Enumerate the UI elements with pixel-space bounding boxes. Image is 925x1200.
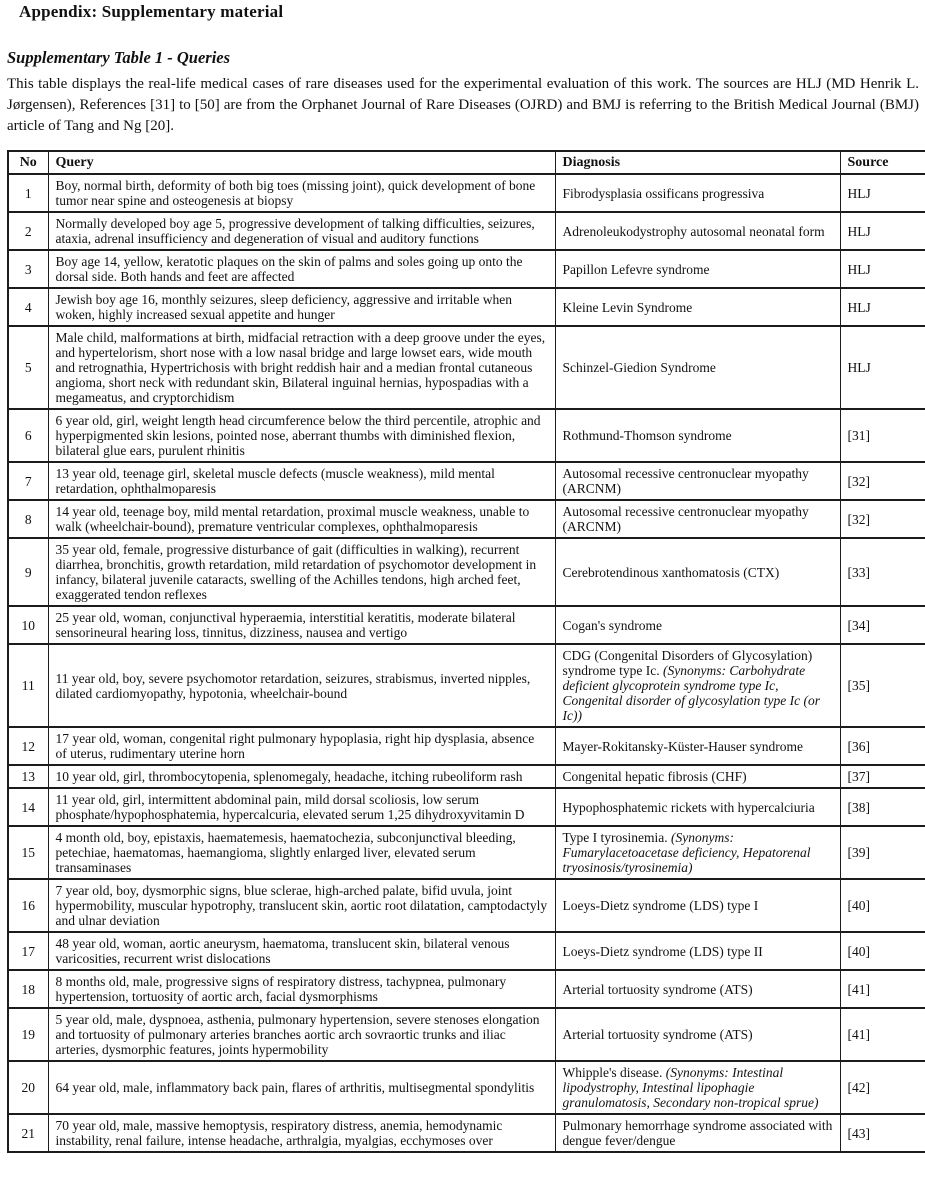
column-header-no: No bbox=[8, 151, 48, 174]
source-text: [35] bbox=[847, 678, 870, 693]
row-number: 6 bbox=[24, 428, 32, 443]
query-cell bbox=[48, 826, 555, 879]
source-text: [33] bbox=[847, 564, 870, 580]
row-number-cell bbox=[8, 212, 48, 250]
source-text: HLJ bbox=[847, 360, 871, 375]
query-cell bbox=[48, 409, 555, 462]
row-number-cell bbox=[8, 326, 48, 409]
source-cell bbox=[840, 727, 925, 765]
row-number: 10 bbox=[21, 617, 35, 633]
query-cell bbox=[48, 462, 555, 500]
source-cell bbox=[840, 409, 925, 462]
query-text: 35 year old, female, progressive disturbance of gait (difficulties in walking), recurrent diarrhea, bronchitis, growth retardation, mild retardation of psychomotor development in infancy, bilateral juvenile cataracts, swelling of the Achilles tendons, high arched feet, exaggerated tendon reflexes bbox=[55, 542, 537, 602]
source-text: [39] bbox=[847, 845, 870, 860]
diagnosis-text: Schinzel-Giedion Syndrome bbox=[562, 360, 716, 375]
table-row bbox=[8, 174, 925, 212]
source-cell bbox=[840, 174, 925, 212]
source-text: [38] bbox=[847, 799, 870, 815]
row-number-cell bbox=[8, 250, 48, 288]
diagnosis-text: Adrenoleukodystrophy autosomal neonatal form bbox=[562, 223, 825, 239]
row-number-cell bbox=[8, 932, 48, 970]
table-header bbox=[8, 151, 925, 174]
row-number: 4 bbox=[24, 299, 32, 315]
source-text: HLJ bbox=[847, 185, 871, 201]
diagnosis-text: Cogan's syndrome bbox=[562, 617, 663, 633]
query-text: 10 year old, girl, thrombocytopenia, splenomegaly, headache, itching rubeoliform rash bbox=[55, 769, 523, 784]
source-cell bbox=[840, 765, 925, 788]
diagnosis-cell bbox=[555, 826, 840, 879]
table-row bbox=[8, 409, 925, 462]
diagnosis-text: Rothmund-Thomson syndrome bbox=[562, 428, 732, 443]
query-cell bbox=[48, 1114, 555, 1152]
table-row bbox=[8, 727, 925, 765]
row-number-cell bbox=[8, 606, 48, 644]
diagnosis-cell bbox=[555, 212, 840, 250]
column-header-source: Source bbox=[840, 151, 925, 174]
diagnosis-cell bbox=[555, 409, 840, 462]
table-row bbox=[8, 462, 925, 500]
diagnosis-synonyms-text: (Synonyms: Fumarylacetoacetase deficiency, Hepatorenal tryosinosis/tyrosinemia) bbox=[562, 830, 811, 875]
query-text: Normally developed boy age 5, progressive development of talking difficulties, seizures, ataxia, adrenal insufficiency and degeneration of visual and auditory functions bbox=[55, 216, 535, 246]
diagnosis-text: Arterial tortuosity syndrome (ATS) bbox=[562, 981, 753, 997]
diagnosis-text: Fibrodysplasia ossificans progressiva bbox=[562, 185, 765, 201]
row-number-cell bbox=[8, 644, 48, 727]
source-text: [31] bbox=[847, 428, 870, 443]
query-cell bbox=[48, 1008, 555, 1061]
diagnosis-cell bbox=[555, 326, 840, 409]
column-header-diagnosis: Diagnosis bbox=[555, 151, 840, 174]
query-text: 64 year old, male, inflammatory back pain, flares of arthritis, multisegmental spondylitis bbox=[55, 1080, 535, 1095]
source-text: [42] bbox=[847, 1080, 870, 1095]
diagnosis-synonyms-text: (Synonyms: Intestinal lipodystrophy, Intestinal lipophagie granulomatosis, Secondary non-tropical sprue) bbox=[562, 1065, 819, 1110]
query-text: 48 year old, woman, aortic aneurysm, haematoma, translucent skin, bilateral venous varicosities, recurrent wrist dislocations bbox=[55, 936, 510, 966]
table-row bbox=[8, 606, 925, 644]
diagnosis-cell bbox=[555, 765, 840, 788]
query-cell bbox=[48, 1061, 555, 1114]
table-body bbox=[8, 174, 925, 1152]
query-cell bbox=[48, 788, 555, 826]
table-row bbox=[8, 879, 925, 932]
table-row bbox=[8, 288, 925, 326]
table-row bbox=[8, 326, 925, 409]
row-number: 11 bbox=[21, 678, 35, 693]
table-row bbox=[8, 500, 925, 538]
queries-table bbox=[7, 150, 925, 1153]
row-number-cell bbox=[8, 788, 48, 826]
table-row bbox=[8, 788, 925, 826]
query-text: 5 year old, male, dyspnoea, asthenia, pulmonary hypertension, severe stenoses elongation and tortuosity of pulmonary arteries branches aortic arch sovraortic trunks and iliac arteries, dysmorphic features, joints hypermobility bbox=[55, 1012, 540, 1057]
query-cell bbox=[48, 538, 555, 606]
row-number: 16 bbox=[21, 898, 35, 913]
diagnosis-text: Cerebrotendinous xanthomatosis (CTX) bbox=[562, 564, 780, 580]
page-title: Appendix: Supplementary material bbox=[19, 2, 284, 21]
row-number: 9 bbox=[24, 564, 32, 580]
source-cell bbox=[840, 1061, 925, 1114]
query-cell bbox=[48, 288, 555, 326]
query-text: 13 year old, teenage girl, skeletal muscle defects (muscle weakness), mild mental retardation, ophthalmoparesis bbox=[55, 466, 495, 496]
row-number-cell bbox=[8, 409, 48, 462]
diagnosis-text: CDG (Congenital Disorders of Glycosylation) syndrome type Ic. bbox=[562, 648, 813, 678]
source-cell bbox=[840, 538, 925, 606]
diagnosis-cell bbox=[555, 250, 840, 288]
source-cell bbox=[840, 644, 925, 727]
table-row bbox=[8, 212, 925, 250]
row-number: 19 bbox=[21, 1027, 35, 1042]
source-text: HLJ bbox=[847, 261, 871, 277]
diagnosis-cell bbox=[555, 500, 840, 538]
diagnosis-text: Type I tyrosinemia. bbox=[562, 830, 668, 845]
diagnosis-text: Autosomal recessive centronuclear myopathy (ARCNM) bbox=[562, 466, 809, 496]
query-text: 6 year old, girl, weight length head circumference below the third percentile, atrophic and hyperpigmented skin lesions, pointed nose, aberrant thumbs with diminished flexion, bilateral glue ears, purulent rhinitis bbox=[55, 413, 541, 458]
query-cell bbox=[48, 644, 555, 727]
row-number: 14 bbox=[21, 799, 35, 815]
diagnosis-cell bbox=[555, 174, 840, 212]
diagnosis-text: Pulmonary hemorrhage syndrome associated with dengue fever/dengue bbox=[562, 1118, 833, 1148]
query-cell bbox=[48, 765, 555, 788]
source-cell bbox=[840, 606, 925, 644]
source-text: [37] bbox=[847, 769, 870, 784]
query-text: 70 year old, male, massive hemoptysis, respiratory distress, anemia, hemodynamic instability, renal failure, intense headache, arthralgia, myalgias, ecchymoses over bbox=[55, 1118, 503, 1148]
source-cell bbox=[840, 288, 925, 326]
source-text: [40] bbox=[847, 943, 870, 959]
table-caption: Supplementary Table 1 - Queries bbox=[7, 48, 231, 67]
row-number: 5 bbox=[24, 360, 32, 375]
diagnosis-cell bbox=[555, 1114, 840, 1152]
query-text: 4 month old, boy, epistaxis, haematemesis, haematochezia, subconjunctival bleeding, petechiae, haematomas, haemangioma, slightly enlarged liver, elevated serum transaminases bbox=[55, 830, 516, 875]
row-number: 18 bbox=[21, 981, 35, 997]
source-text: [32] bbox=[847, 473, 870, 489]
diagnosis-cell bbox=[555, 788, 840, 826]
row-number: 7 bbox=[24, 473, 32, 489]
diagnosis-text: Papillon Lefevre syndrome bbox=[562, 261, 710, 277]
row-number-cell bbox=[8, 826, 48, 879]
row-number-cell bbox=[8, 538, 48, 606]
row-number-cell bbox=[8, 727, 48, 765]
query-cell bbox=[48, 879, 555, 932]
source-cell bbox=[840, 826, 925, 879]
row-number-cell bbox=[8, 765, 48, 788]
source-cell bbox=[840, 932, 925, 970]
row-number: 2 bbox=[24, 223, 32, 239]
source-text: [43] bbox=[847, 1125, 870, 1141]
row-number-cell bbox=[8, 288, 48, 326]
query-text: 17 year old, woman, congenital right pulmonary hypoplasia, right hip dysplasia, absence of uterus, rudimentary uterine horn bbox=[55, 731, 535, 761]
table-row bbox=[8, 250, 925, 288]
source-cell bbox=[840, 212, 925, 250]
table-row bbox=[8, 970, 925, 1008]
row-number: 21 bbox=[21, 1125, 35, 1141]
query-cell bbox=[48, 500, 555, 538]
row-number-cell bbox=[8, 879, 48, 932]
query-text: Boy age 14, yellow, keratotic plaques on the skin of palms and soles going up onto the dorsal side. Both hands and feet are affected bbox=[55, 254, 523, 284]
row-number-cell bbox=[8, 1114, 48, 1152]
diagnosis-text: Arterial tortuosity syndrome (ATS) bbox=[562, 1027, 753, 1042]
query-text: Male child, malformations at birth, midfacial retraction with a deep groove under the eyes, and hypertelorism, short nose with a low nasal bridge and large lowset ears, wide mouth and retrognathia, Hypertrichosis with bright reddish hair and a median frontal cutaneous angioma, short neck with redundant skin, Bilateral inguinal hernias, hypospadias with a megameatus, and cryptorchidism bbox=[55, 330, 546, 405]
query-cell bbox=[48, 212, 555, 250]
source-text: [32] bbox=[847, 511, 870, 527]
query-text: 8 months old, male, progressive signs of respiratory distress, tachypnea, pulmonary hypertension, tortuosity of aortic arch, facial dysmorphisms bbox=[55, 974, 507, 1004]
source-cell bbox=[840, 1008, 925, 1061]
row-number-cell bbox=[8, 462, 48, 500]
source-cell bbox=[840, 500, 925, 538]
query-text: 11 year old, girl, intermittent abdominal pain, mild dorsal scoliosis, low serum phosphate/hypophosphatemia, hypercalcuria, elevated serum 1,25 dihydroxyvitamin D bbox=[55, 792, 525, 822]
row-number: 1 bbox=[24, 185, 32, 201]
diagnosis-cell bbox=[555, 727, 840, 765]
row-number: 13 bbox=[21, 769, 35, 784]
diagnosis-text: Hypophosphatemic rickets with hypercalciuria bbox=[562, 799, 815, 815]
table-row bbox=[8, 538, 925, 606]
diagnosis-cell bbox=[555, 538, 840, 606]
query-cell bbox=[48, 727, 555, 765]
row-number-cell bbox=[8, 1008, 48, 1061]
intro-paragraph: This table displays the real-life medical cases of rare diseases used for the experimental evaluation of this work. The sources are HLJ (MD Henrik L. Jørgensen), References [31] to [50] are from the Orphanet Journal of Rare Diseases (OJRD) and BMJ is referring to the British Medical Journal (BMJ) article of Tang and Ng [20]. bbox=[7, 76, 919, 134]
source-cell bbox=[840, 879, 925, 932]
table-row bbox=[8, 1008, 925, 1061]
diagnosis-cell bbox=[555, 1061, 840, 1114]
diagnosis-cell bbox=[555, 932, 840, 970]
table-row bbox=[8, 1061, 925, 1114]
diagnosis-text: Loeys-Dietz syndrome (LDS) type II bbox=[562, 943, 763, 959]
source-text: [41] bbox=[847, 981, 870, 997]
row-number-cell bbox=[8, 970, 48, 1008]
query-text: Jewish boy age 16, monthly seizures, sleep deficiency, aggressive and irritable when woken, highly increased sexual appetite and hunger bbox=[55, 292, 512, 322]
source-text: [34] bbox=[847, 617, 870, 633]
diagnosis-cell bbox=[555, 1008, 840, 1061]
column-header-query: Query bbox=[48, 151, 555, 174]
header-row bbox=[8, 151, 925, 174]
row-number: 12 bbox=[21, 738, 35, 754]
query-cell bbox=[48, 606, 555, 644]
row-number: 15 bbox=[21, 845, 35, 860]
source-text: [41] bbox=[847, 1027, 870, 1042]
source-text: [36] bbox=[847, 738, 870, 754]
row-number-cell bbox=[8, 1061, 48, 1114]
row-number: 20 bbox=[21, 1080, 35, 1095]
source-cell bbox=[840, 462, 925, 500]
source-text: [40] bbox=[847, 898, 870, 913]
source-cell bbox=[840, 250, 925, 288]
table-row bbox=[8, 644, 925, 727]
diagnosis-cell bbox=[555, 462, 840, 500]
source-cell bbox=[840, 970, 925, 1008]
diagnosis-cell bbox=[555, 879, 840, 932]
table-row bbox=[8, 765, 925, 788]
diagnosis-cell bbox=[555, 288, 840, 326]
table-row bbox=[8, 1114, 925, 1152]
diagnosis-text: Kleine Levin Syndrome bbox=[562, 299, 693, 315]
query-text: 25 year old, woman, conjunctival hyperaemia, interstitial keratitis, moderate bilateral sensorineural hearing loss, tinnitus, dizziness, nausea and vertigo bbox=[55, 610, 516, 640]
query-text: 7 year old, boy, dysmorphic signs, blue sclerae, high-arched palate, bifid uvula, joint hypermobility, muscular hypotrophy, translucent skin, aortic root dilatation, camptodactyly and ulnar deviation bbox=[55, 883, 548, 928]
row-number-cell bbox=[8, 174, 48, 212]
query-cell bbox=[48, 326, 555, 409]
row-number: 17 bbox=[21, 943, 35, 959]
diagnosis-text: Whipple's disease. bbox=[562, 1065, 663, 1080]
diagnosis-text: Congenital hepatic fibrosis (CHF) bbox=[562, 769, 747, 784]
diagnosis-cell bbox=[555, 970, 840, 1008]
diagnosis-text: Autosomal recessive centronuclear myopathy (ARCNM) bbox=[562, 504, 809, 534]
source-cell bbox=[840, 788, 925, 826]
source-text: HLJ bbox=[847, 299, 871, 315]
query-cell bbox=[48, 250, 555, 288]
table-row bbox=[8, 826, 925, 879]
source-cell bbox=[840, 1114, 925, 1152]
query-text: 14 year old, teenage boy, mild mental retardation, proximal muscle weakness, unable to walk (wheelchair-bound), premature ventricular complexes, ophthalmoparesis bbox=[55, 504, 530, 534]
diagnosis-cell bbox=[555, 606, 840, 644]
diagnosis-text: Loeys-Dietz syndrome (LDS) type I bbox=[562, 898, 759, 913]
query-text: 11 year old, boy, severe psychomotor retardation, seizures, strabismus, inverted nipples, dilated cardiomyopathy, hypotonia, wheelchair-bound bbox=[55, 670, 531, 701]
query-cell bbox=[48, 932, 555, 970]
query-cell bbox=[48, 970, 555, 1008]
source-cell bbox=[840, 326, 925, 409]
source-text: HLJ bbox=[847, 223, 871, 239]
diagnosis-text: Mayer-Rokitansky-Küster-Hauser syndrome bbox=[562, 738, 804, 754]
row-number: 3 bbox=[24, 261, 32, 277]
table-row bbox=[8, 932, 925, 970]
diagnosis-cell bbox=[555, 644, 840, 727]
query-text: Boy, normal birth, deformity of both big toes (missing joint), quick development of bone tumor near spine and osteogenesis at biopsy bbox=[55, 178, 536, 208]
query-cell bbox=[48, 174, 555, 212]
row-number-cell bbox=[8, 500, 48, 538]
row-number: 8 bbox=[24, 511, 32, 527]
diagnosis-synonyms-text: (Synonyms: Carbohydrate deficient glycoprotein syndrome type Ic, Congenital disorder of glycosylation type Ic (or Ic)) bbox=[562, 663, 820, 723]
